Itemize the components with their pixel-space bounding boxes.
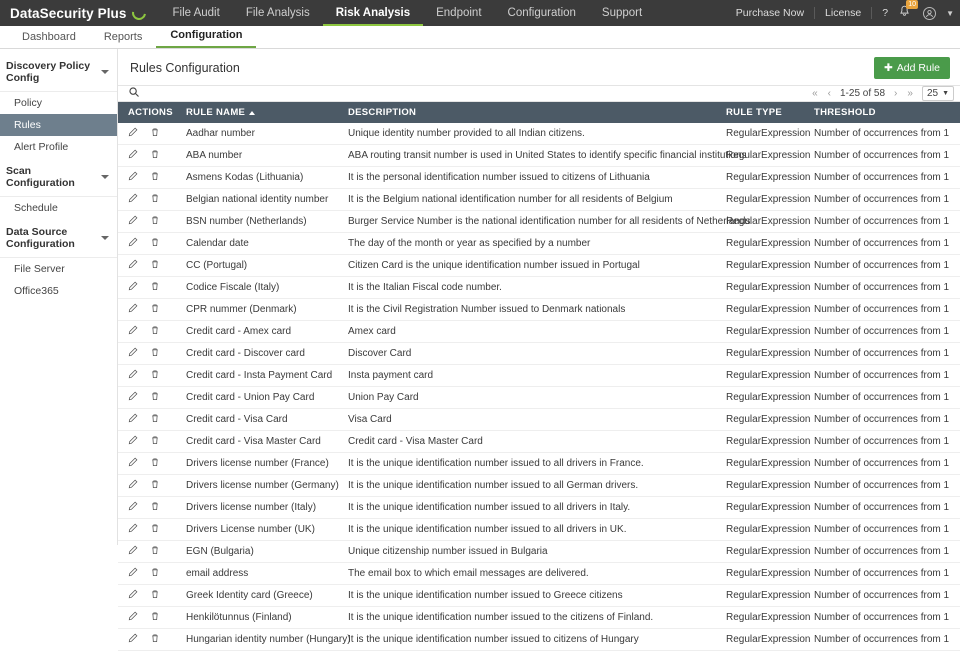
column-header-threshold[interactable]: THRESHOLD: [808, 102, 960, 123]
edit-icon[interactable]: [128, 457, 138, 470]
delete-icon[interactable]: [150, 369, 160, 382]
row-actions-cell: [118, 629, 180, 651]
delete-icon[interactable]: [150, 259, 160, 272]
delete-icon[interactable]: [150, 281, 160, 294]
edit-icon[interactable]: [128, 171, 138, 184]
edit-icon[interactable]: [128, 193, 138, 206]
table-body: [118, 123, 960, 651]
table-row[interactable]: [118, 475, 960, 497]
table-row[interactable]: [118, 497, 960, 519]
page-title: Rules Configuration: [130, 61, 240, 75]
row-actions-cell: [118, 277, 180, 299]
nav-item-endpoint[interactable]: Endpoint: [436, 7, 482, 19]
cell-rule-type: RegularExpression: [720, 409, 808, 431]
table-row[interactable]: [118, 629, 960, 651]
sort-ascending-icon: [249, 111, 255, 115]
cell-rule-type: RegularExpression: [720, 211, 808, 233]
row-actions-cell: [118, 607, 180, 629]
edit-icon[interactable]: [128, 611, 138, 624]
cell-rule-type: RegularExpression: [720, 629, 808, 651]
cell-description: It is the unique identification number issued to Greece citizens: [342, 585, 720, 607]
table-row[interactable]: [118, 409, 960, 431]
cell-description: It is the unique identification number issued to all drivers in UK.: [342, 519, 720, 541]
edit-icon[interactable]: [128, 347, 138, 360]
help-icon[interactable]: ?: [882, 7, 889, 19]
edit-icon[interactable]: [128, 325, 138, 338]
delete-icon[interactable]: [150, 633, 160, 646]
cell-rule-type: RegularExpression: [720, 475, 808, 497]
cell-rule-type: RegularExpression: [720, 387, 808, 409]
sidebar: [0, 49, 118, 545]
table-row[interactable]: [118, 343, 960, 365]
row-actions-cell: [118, 519, 180, 541]
row-actions-cell: [118, 145, 180, 167]
cell-description: It is the unique identification number issued to all drivers in Italy.: [342, 497, 720, 519]
table-row[interactable]: [118, 607, 960, 629]
row-actions-cell: [118, 321, 180, 343]
delete-icon[interactable]: [150, 457, 160, 470]
top-navigation-bar: [0, 0, 960, 26]
search-icon[interactable]: [128, 86, 140, 101]
plus-icon: ✚: [883, 62, 893, 74]
nav-item-file-analysis[interactable]: File Analysis: [245, 7, 310, 19]
delete-icon[interactable]: [150, 435, 160, 448]
cell-threshold: Number of occurrences from 1: [808, 519, 960, 541]
delete-icon[interactable]: [150, 303, 160, 316]
divider: [814, 7, 815, 19]
cell-threshold: Number of occurrences from 1: [808, 541, 960, 563]
cell-threshold: Number of occurrences from 1: [808, 145, 960, 167]
edit-icon[interactable]: [128, 369, 138, 382]
main-header: [118, 49, 960, 85]
delete-icon[interactable]: [150, 479, 160, 492]
row-actions-cell: [118, 189, 180, 211]
chevron-down-icon: [101, 175, 109, 179]
delete-icon[interactable]: [150, 215, 160, 228]
cell-description: Unique citizenship number issued in Bulgaria: [342, 541, 720, 563]
cell-rule-type: RegularExpression: [720, 167, 808, 189]
table-row[interactable]: [118, 277, 960, 299]
table-header-row: [118, 102, 960, 123]
cell-threshold: Number of occurrences from 1: [808, 123, 960, 145]
cell-description: Amex card: [342, 321, 720, 343]
cell-rule-type: RegularExpression: [720, 321, 808, 343]
table-header: [118, 102, 960, 123]
edit-icon[interactable]: [128, 567, 138, 580]
pagination-controls: [811, 86, 954, 101]
row-actions-cell: [118, 497, 180, 519]
cell-description: Discover Card: [342, 343, 720, 365]
edit-icon[interactable]: [128, 215, 138, 228]
cell-rule-type: RegularExpression: [720, 145, 808, 167]
page-size-select[interactable]: [922, 86, 954, 101]
tab-reports[interactable]: Reports: [103, 31, 143, 43]
add-rule-button[interactable]: [874, 57, 950, 79]
sidebar-item-office365[interactable]: Office365: [14, 285, 59, 297]
sidebar-item-rules[interactable]: Rules: [0, 114, 117, 136]
cell-rule-name: email address: [180, 563, 342, 585]
cell-rule-name: Credit card - Amex card: [180, 321, 342, 343]
cell-rule-type: RegularExpression: [720, 299, 808, 321]
cell-threshold: Number of occurrences from 1: [808, 431, 960, 453]
edit-icon[interactable]: [128, 633, 138, 646]
cell-rule-type: RegularExpression: [720, 233, 808, 255]
cell-threshold: Number of occurrences from 1: [808, 563, 960, 585]
section-tab-bar: [0, 26, 960, 49]
cell-rule-name: Asmens Kodas (Lithuania): [180, 167, 342, 189]
row-actions-cell: [118, 123, 180, 145]
cell-rule-type: RegularExpression: [720, 365, 808, 387]
edit-icon[interactable]: [128, 523, 138, 536]
cell-description: It is the Belgium national identification number for all residents of Belgium: [342, 189, 720, 211]
cell-threshold: Number of occurrences from 1: [808, 321, 960, 343]
sidebar-item-schedule[interactable]: Schedule: [14, 202, 58, 214]
edit-icon[interactable]: [128, 413, 138, 426]
cell-rule-name: Credit card - Insta Payment Card: [180, 365, 342, 387]
cell-threshold: Number of occurrences from 1: [808, 189, 960, 211]
cell-rule-type: RegularExpression: [720, 123, 808, 145]
delete-icon[interactable]: [150, 501, 160, 514]
row-actions-cell: [118, 563, 180, 585]
cell-rule-name: CPR nummer (Denmark): [180, 299, 342, 321]
table-row[interactable]: [118, 519, 960, 541]
chevron-down-icon: [101, 236, 109, 240]
row-actions-cell: [118, 475, 180, 497]
table-row[interactable]: [118, 233, 960, 255]
tab-dashboard[interactable]: Dashboard: [22, 31, 76, 43]
cell-threshold: Number of occurrences from 1: [808, 299, 960, 321]
row-actions-cell: [118, 211, 180, 233]
row-actions-cell: [118, 409, 180, 431]
edit-icon[interactable]: [128, 259, 138, 272]
last-page-button[interactable]: »: [907, 88, 913, 99]
cell-rule-name: Greek Identity card (Greece): [180, 585, 342, 607]
cell-description: Citizen Card is the unique identification number issued in Portugal: [342, 255, 720, 277]
page-size-value: 25: [926, 88, 939, 99]
nav-item-configuration[interactable]: Configuration: [507, 7, 576, 19]
delete-icon[interactable]: [150, 171, 160, 184]
table-row[interactable]: [118, 541, 960, 563]
edit-icon[interactable]: [128, 435, 138, 448]
cell-threshold: Number of occurrences from 1: [808, 585, 960, 607]
table-row[interactable]: [118, 167, 960, 189]
nav-item-support[interactable]: Support: [601, 7, 643, 19]
delete-icon[interactable]: [150, 391, 160, 404]
cell-rule-name: Calendar date: [180, 233, 342, 255]
cell-description: It is the unique identification number issued to the citizens of Finland.: [342, 607, 720, 629]
cell-rule-type: RegularExpression: [720, 189, 808, 211]
cell-rule-name: Drivers License number (UK): [180, 519, 342, 541]
cell-rule-name: Hungarian identity number (Hungary): [180, 629, 342, 651]
delete-icon[interactable]: [150, 545, 160, 558]
cell-threshold: Number of occurrences from 1: [808, 365, 960, 387]
edit-icon[interactable]: [128, 281, 138, 294]
cell-rule-type: RegularExpression: [720, 607, 808, 629]
sidebar-group-label: Discovery Policy Config: [6, 60, 91, 84]
cell-rule-type: RegularExpression: [720, 343, 808, 365]
row-actions-cell: [118, 541, 180, 563]
cell-rule-type: RegularExpression: [720, 431, 808, 453]
cell-threshold: Number of occurrences from 1: [808, 255, 960, 277]
edit-icon[interactable]: [128, 303, 138, 316]
cell-threshold: Number of occurrences from 1: [808, 453, 960, 475]
row-actions-cell: [118, 585, 180, 607]
prev-page-button[interactable]: ‹: [827, 88, 831, 99]
app-logo[interactable]: [0, 0, 160, 26]
cell-description: Visa Card: [342, 409, 720, 431]
cell-threshold: Number of occurrences from 1: [808, 233, 960, 255]
cell-rule-type: RegularExpression: [720, 563, 808, 585]
cell-threshold: Number of occurrences from 1: [808, 629, 960, 651]
cell-description: The day of the month or year as specified by a number: [342, 233, 720, 255]
cell-rule-name: Codice Fiscale (Italy): [180, 277, 342, 299]
license-link[interactable]: License: [825, 7, 862, 19]
cell-threshold: Number of occurrences from 1: [808, 387, 960, 409]
sidebar-item-file-server[interactable]: File Server: [14, 263, 65, 275]
cell-description: Credit card - Visa Master Card: [342, 431, 720, 453]
edit-icon[interactable]: [128, 237, 138, 250]
pagination-range: 1-25 of 58: [839, 88, 886, 99]
notification-count-badge: 10: [908, 1, 917, 8]
edit-icon[interactable]: [128, 391, 138, 404]
column-header-rule-type[interactable]: RULE TYPE: [720, 102, 808, 123]
cell-description: It is the personal identification number issued to citizens of Lithuania: [342, 167, 720, 189]
edit-icon[interactable]: [128, 149, 138, 162]
cell-rule-name: Belgian national identity number: [180, 189, 342, 211]
cell-description: ABA routing transit number is used in United States to identify specific financial institutions: [342, 145, 720, 167]
divider: [871, 7, 872, 19]
column-header-actions[interactable]: ACTIONS: [118, 102, 180, 123]
cell-description: Burger Service Number is the national identification number for all residents of Netherlands: [342, 211, 720, 233]
table-row[interactable]: [118, 299, 960, 321]
chevron-down-icon: [101, 70, 109, 74]
table-row[interactable]: [118, 431, 960, 453]
edit-icon[interactable]: [128, 589, 138, 602]
table-row[interactable]: [118, 211, 960, 233]
cell-description: Unique identity number provided to all Indian citizens.: [342, 123, 720, 145]
column-header-rule-name[interactable]: [180, 102, 342, 123]
cell-description: The email box to which email messages are delivered.: [342, 563, 720, 585]
notifications-bell-icon[interactable]: [898, 1, 917, 21]
next-page-button[interactable]: ›: [894, 88, 898, 99]
chevron-down-icon: ▼: [942, 90, 949, 97]
rules-table: [118, 102, 960, 651]
table-row[interactable]: [118, 365, 960, 387]
page-body: [0, 49, 960, 645]
cell-description: Insta payment card: [342, 365, 720, 387]
column-header-rule-name-label: RULE NAME: [186, 107, 246, 118]
cell-rule-name: EGN (Bulgaria): [180, 541, 342, 563]
add-rule-label: Add Rule: [896, 62, 940, 74]
cell-threshold: Number of occurrences from 1: [808, 343, 960, 365]
cell-rule-name: Credit card - Visa Master Card: [180, 431, 342, 453]
cell-rule-type: RegularExpression: [720, 255, 808, 277]
cell-rule-type: RegularExpression: [720, 453, 808, 475]
cell-rule-name: Drivers license number (Italy): [180, 497, 342, 519]
app-title: DataSecurity Plus: [10, 5, 127, 21]
delete-icon[interactable]: [150, 347, 160, 360]
edit-icon[interactable]: [128, 479, 138, 492]
table-row[interactable]: [118, 387, 960, 409]
cell-threshold: Number of occurrences from 1: [808, 475, 960, 497]
table-row[interactable]: [118, 585, 960, 607]
column-header-description[interactable]: DESCRIPTION: [342, 102, 720, 123]
row-actions-cell: [118, 255, 180, 277]
cell-description: It is the Civil Registration Number issued to Denmark nationals: [342, 299, 720, 321]
rules-table-container[interactable]: [118, 102, 960, 651]
table-row[interactable]: [118, 255, 960, 277]
delete-icon[interactable]: [150, 237, 160, 250]
tab-configuration[interactable]: Configuration: [156, 29, 256, 48]
row-actions-cell: [118, 233, 180, 255]
table-toolbar: [118, 85, 960, 102]
cell-rule-name: BSN number (Netherlands): [180, 211, 342, 233]
first-page-button[interactable]: «: [812, 88, 818, 99]
delete-icon[interactable]: [150, 611, 160, 624]
edit-icon[interactable]: [128, 545, 138, 558]
delete-icon[interactable]: [150, 127, 160, 140]
table-row[interactable]: [118, 189, 960, 211]
cell-description: It is the unique identification number issued to citizens of Hungary: [342, 629, 720, 651]
cell-threshold: Number of occurrences from 1: [808, 607, 960, 629]
chevron-down-icon[interactable]: ▼: [946, 8, 954, 18]
delete-icon[interactable]: [150, 567, 160, 580]
sidebar-group-label: Scan Configuration: [6, 165, 75, 189]
primary-nav: [160, 0, 656, 26]
row-actions-cell: [118, 299, 180, 321]
sidebar-group-scan-configuration[interactable]: [0, 158, 117, 197]
cell-rule-type: RegularExpression: [720, 541, 808, 563]
cell-threshold: Number of occurrences from 1: [808, 167, 960, 189]
sidebar-group-discovery-policy-config[interactable]: [0, 53, 117, 92]
cell-description: It is the unique identification number issued to all German drivers.: [342, 475, 720, 497]
cell-rule-name: Henkilötunnus (Finland): [180, 607, 342, 629]
cell-rule-type: RegularExpression: [720, 277, 808, 299]
cell-rule-name: Aadhar number: [180, 123, 342, 145]
cell-rule-type: RegularExpression: [720, 497, 808, 519]
table-row[interactable]: [118, 453, 960, 475]
cell-rule-name: Drivers license number (Germany): [180, 475, 342, 497]
delete-icon[interactable]: [150, 325, 160, 338]
cell-description: It is the Italian Fiscal code number.: [342, 277, 720, 299]
purchase-now-link[interactable]: Purchase Now: [735, 7, 805, 19]
cell-rule-type: RegularExpression: [720, 585, 808, 607]
cell-rule-name: CC (Portugal): [180, 255, 342, 277]
cell-rule-name: Credit card - Visa Card: [180, 409, 342, 431]
table-row[interactable]: [118, 145, 960, 167]
cell-description: Union Pay Card: [342, 387, 720, 409]
top-right-actions: [736, 0, 954, 26]
sidebar-group-data-source-configuration[interactable]: [0, 219, 117, 258]
edit-icon[interactable]: [128, 127, 138, 140]
delete-icon[interactable]: [150, 193, 160, 206]
row-actions-cell: [118, 167, 180, 189]
delete-icon[interactable]: [150, 149, 160, 162]
nav-item-file-audit[interactable]: File Audit: [172, 7, 220, 19]
cell-rule-name: Credit card - Discover card: [180, 343, 342, 365]
sidebar-group-label: Data Source Configuration: [6, 226, 75, 250]
row-actions-cell: [118, 343, 180, 365]
table-row[interactable]: [118, 563, 960, 585]
cell-threshold: Number of occurrences from 1: [808, 211, 960, 233]
nav-item-risk-analysis[interactable]: Risk Analysis: [323, 0, 423, 26]
delete-icon[interactable]: [150, 413, 160, 426]
cell-rule-type: RegularExpression: [720, 519, 808, 541]
delete-icon[interactable]: [150, 523, 160, 536]
logo-swoosh-icon: [129, 3, 148, 22]
user-account-icon[interactable]: [923, 7, 936, 20]
row-actions-cell: [118, 431, 180, 453]
cell-threshold: Number of occurrences from 1: [808, 277, 960, 299]
table-row[interactable]: [118, 123, 960, 145]
cell-threshold: Number of occurrences from 1: [808, 409, 960, 431]
edit-icon[interactable]: [128, 501, 138, 514]
cell-description: It is the unique identification number issued to all drivers in France.: [342, 453, 720, 475]
row-actions-cell: [118, 453, 180, 475]
table-row[interactable]: [118, 321, 960, 343]
cell-rule-name: ABA number: [180, 145, 342, 167]
delete-icon[interactable]: [150, 589, 160, 602]
row-actions-cell: [118, 387, 180, 409]
row-actions-cell: [118, 365, 180, 387]
main-content: [118, 49, 960, 645]
sidebar-item-policy[interactable]: Policy: [14, 97, 43, 109]
cell-rule-name: Credit card - Union Pay Card: [180, 387, 342, 409]
cell-threshold: Number of occurrences from 1: [808, 497, 960, 519]
cell-rule-name: Drivers license number (France): [180, 453, 342, 475]
sidebar-item-alert-profile[interactable]: Alert Profile: [14, 141, 69, 153]
